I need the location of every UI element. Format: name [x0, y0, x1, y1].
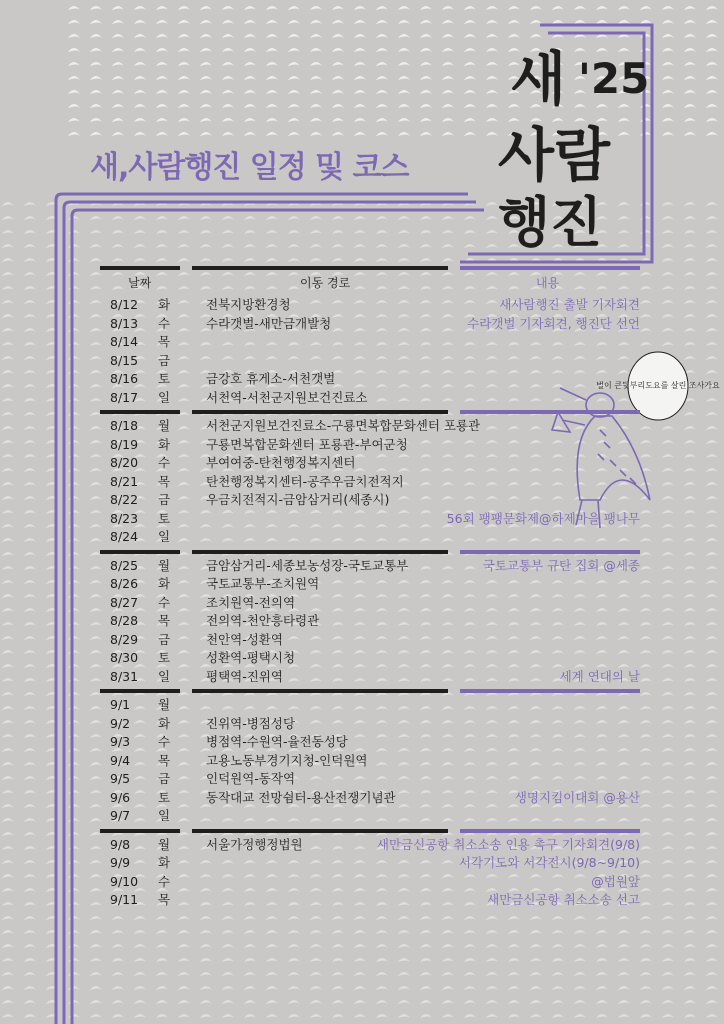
row-note: 세계 연대의 날 [559, 668, 640, 684]
row-date: 8/12 [110, 297, 139, 312]
table-row [100, 296, 640, 315]
row-route: 동작대교 전망쉼터-용산전쟁기념관 [206, 789, 396, 805]
row-date: 8/25 [110, 557, 139, 573]
logo-line-2: 사람 [498, 121, 611, 189]
row-day: 일 [158, 389, 171, 405]
row-route: 조치원역-전의역 [206, 594, 296, 610]
row-date: 8/23 [110, 510, 139, 526]
row-day: 금 [158, 352, 171, 368]
row-note: 새만금신공항 취소소송 선고 [487, 892, 640, 907]
row-date: 9/9 [110, 855, 131, 870]
row-date: 9/1 [110, 697, 131, 712]
row-note: 서각기도와 서각전시(9/8~9/10) [458, 855, 640, 870]
table-row [100, 873, 640, 892]
row-day: 수 [158, 873, 171, 889]
row-date: 8/26 [110, 576, 139, 591]
illustration-speech: 벌이 큰뒷부리도요를 살린 조사가요 [596, 381, 720, 390]
table-row [100, 575, 640, 594]
table-row [100, 891, 640, 910]
row-date: 9/4 [110, 752, 131, 768]
row-route: 금암삼거리-세종보농성장-국토교통부 [206, 557, 409, 573]
group-separator [100, 407, 640, 417]
row-route: 전의역-천안흥타령관 [206, 613, 320, 628]
table-row [100, 454, 640, 473]
row-day: 월 [158, 697, 171, 712]
row-date: 9/6 [110, 789, 131, 805]
group-separator [100, 547, 640, 557]
row-day: 수 [158, 315, 171, 331]
row-route: 금강호 휴게소-서천갯벌 [206, 371, 336, 386]
logo-year: '25 [578, 54, 650, 103]
row-date: 8/29 [110, 631, 139, 647]
row-date: 8/19 [110, 436, 139, 452]
table-row [100, 491, 640, 510]
row-day: 화 [158, 297, 171, 312]
row-date: 8/28 [110, 613, 139, 628]
row-date: 9/7 [110, 808, 131, 823]
table-row [100, 389, 640, 408]
row-route: 병점역-수원역-율전동성당 [206, 734, 348, 749]
table-row [100, 789, 640, 808]
row-day: 일 [158, 668, 171, 684]
header-route: 이동 경로 [300, 276, 351, 290]
row-day: 목 [158, 613, 171, 628]
table-row [100, 417, 640, 436]
table-row [100, 649, 640, 668]
logo-line-1: 새 [510, 45, 565, 113]
table-row [100, 352, 640, 371]
row-note: @법원앞 [591, 873, 640, 889]
table-row [100, 733, 640, 752]
row-day: 화 [158, 855, 171, 870]
table-row [100, 333, 640, 352]
schedule-groups [100, 296, 640, 910]
row-route: 천안역-성환역 [206, 631, 283, 647]
row-day: 목 [158, 892, 171, 907]
table-row [100, 528, 640, 547]
table-row [100, 854, 640, 873]
header-note: 내용 [536, 276, 560, 290]
row-route: 수라갯벌-새만금개발청 [206, 315, 332, 331]
row-day: 화 [158, 436, 171, 452]
row-date: 9/2 [110, 715, 131, 731]
row-day: 목 [158, 473, 171, 489]
table-row [100, 315, 640, 334]
row-day: 일 [158, 529, 171, 544]
row-day: 토 [158, 650, 171, 665]
row-day: 월 [158, 836, 171, 852]
row-date: 8/15 [110, 352, 139, 368]
row-note: 새사람행진 출발 기자회견 [499, 297, 640, 312]
row-route: 서울가정행정법원 [206, 836, 303, 852]
row-date: 8/30 [110, 650, 139, 665]
row-date: 9/8 [110, 836, 131, 852]
row-route: 전북지방환경청 [206, 297, 291, 312]
row-day: 수 [158, 455, 171, 470]
table-row [100, 770, 640, 789]
row-date: 9/11 [110, 892, 139, 907]
row-day: 일 [158, 808, 171, 823]
row-day: 토 [158, 371, 171, 386]
table-row [100, 557, 640, 576]
table-row [100, 473, 640, 492]
row-route: 고용노동부경기지청-인덕원역 [206, 752, 368, 768]
table-row [100, 436, 640, 455]
row-day: 토 [158, 789, 171, 805]
logo-line-3: 행진 [498, 191, 603, 254]
row-note: 새만금신공항 취소소송 인용 촉구 기자회견(9/8) [376, 836, 640, 852]
table-row [100, 696, 640, 715]
row-day: 화 [158, 715, 171, 731]
group-separator [100, 826, 640, 836]
row-day: 수 [158, 734, 171, 749]
row-route: 성환역-평택시청 [206, 650, 296, 665]
row-date: 8/21 [110, 473, 139, 489]
row-date: 8/20 [110, 455, 139, 470]
schedule-table [100, 266, 640, 910]
table-row [100, 510, 640, 529]
table-row [100, 752, 640, 771]
group-separator [100, 686, 640, 696]
table-row [100, 836, 640, 855]
row-day: 월 [158, 418, 171, 433]
row-day: 목 [158, 334, 171, 349]
table-row [100, 715, 640, 734]
row-route: 국토교통부-조치원역 [206, 576, 320, 591]
row-date: 9/3 [110, 734, 131, 749]
row-date: 8/24 [110, 529, 139, 544]
row-route: 서천역-서천군지원보건진료소 [206, 389, 368, 405]
row-day: 화 [158, 576, 171, 591]
row-route: 서천군지원보건진료소-구룡면복합문화센터 포룡관 [206, 418, 481, 433]
row-route: 구룡면복합문화센터 포룡관-부여군청 [206, 436, 408, 452]
row-day: 월 [158, 557, 171, 573]
table-row [100, 631, 640, 650]
row-day: 금 [158, 492, 171, 507]
row-route: 인덕원역-동작역 [206, 771, 296, 786]
header-date: 날짜 [128, 276, 152, 290]
table-row [100, 612, 640, 631]
table-row [100, 807, 640, 826]
table-row [100, 370, 640, 389]
row-note: 수라갯벌 기자회견, 행진단 선언 [467, 315, 640, 331]
table-row [100, 594, 640, 613]
row-day: 토 [158, 510, 171, 526]
row-date: 9/10 [110, 873, 139, 889]
row-route: 부여여중-탄천행정복지센터 [206, 455, 356, 470]
row-day: 금 [158, 631, 171, 647]
row-note: 국토교통부 규탄 집회 @세종 [482, 557, 640, 573]
row-date: 8/31 [110, 668, 139, 684]
row-date: 8/18 [110, 418, 139, 433]
row-route: 우금치전적지-금암삼거리(세종시) [206, 492, 390, 507]
event-logo [480, 8, 650, 260]
row-route: 진위역-병점성당 [206, 715, 296, 731]
row-day: 금 [158, 771, 171, 786]
row-date: 8/16 [110, 371, 139, 386]
row-date: 8/27 [110, 594, 139, 610]
row-note: 56회 팽팽문화제@하제마을 팽나무 [446, 510, 640, 526]
row-day: 목 [158, 752, 171, 768]
table-row [100, 668, 640, 687]
row-date: 8/22 [110, 492, 139, 507]
table-header [100, 266, 640, 296]
page-title: 새,사람행진 일정 및 코스 [90, 150, 409, 185]
row-note: 생명지킴이대회 @용산 [514, 789, 640, 805]
row-date: 8/14 [110, 334, 139, 349]
row-date: 8/17 [110, 389, 139, 405]
row-route: 탄천행정복지센터-공주우금치전적지 [206, 473, 404, 489]
row-date: 8/13 [110, 315, 139, 331]
row-date: 9/5 [110, 771, 131, 786]
row-day: 수 [158, 594, 171, 610]
row-route: 평택역-진위역 [206, 668, 283, 684]
